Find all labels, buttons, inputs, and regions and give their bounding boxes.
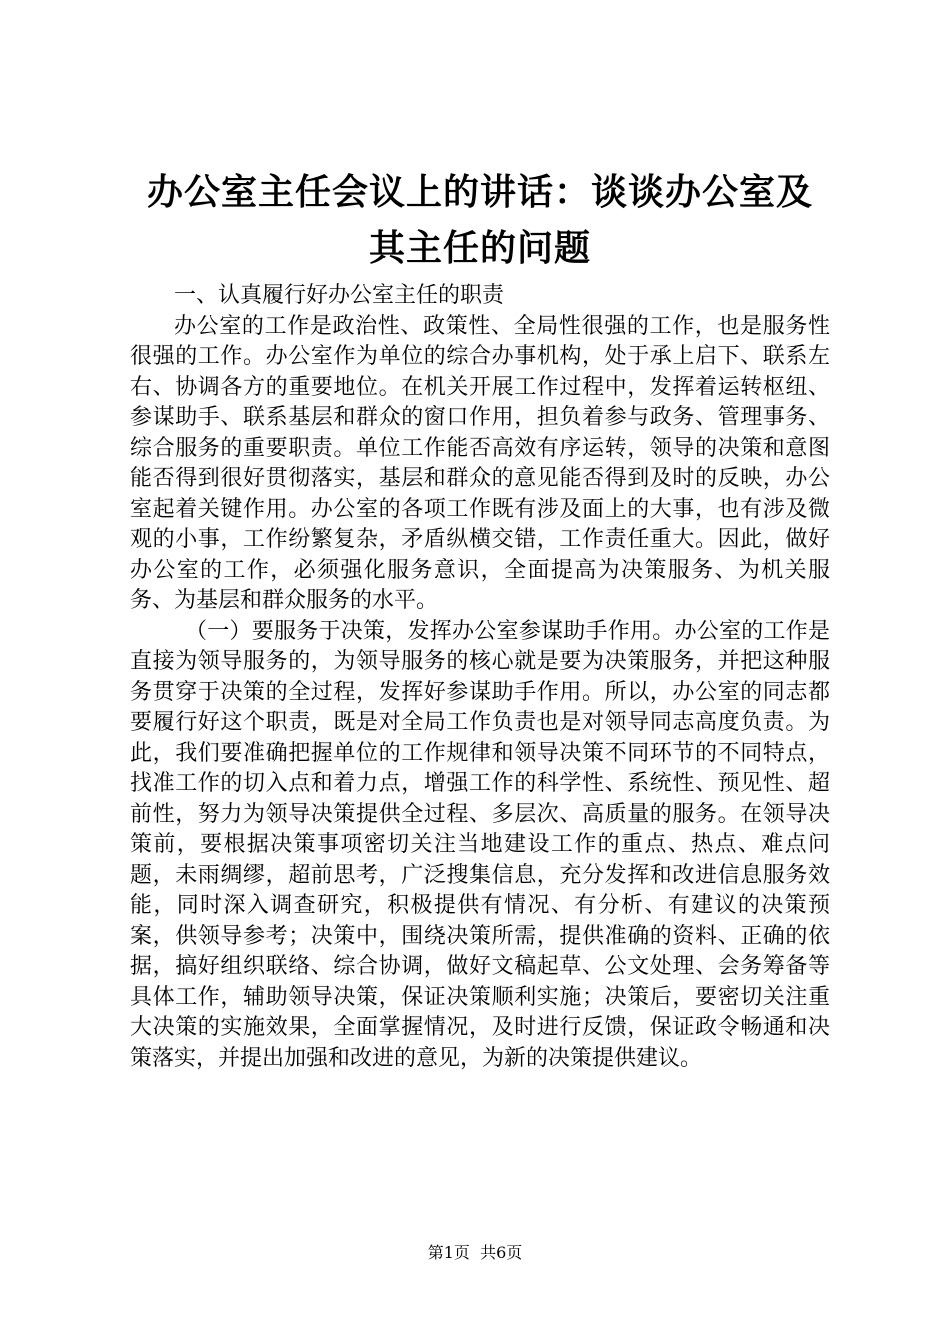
paragraph-1: 办公室的工作是政治性、政策性、全局性很强的工作，也是服务性很强的工作。办公室作为单位的综合办事机构，处于承上启下、联系左右、协调各方的重要地位。在机关开展工作过程中，发挥着运转枢纽、参谋助手、联系基层和群众的窗口作用，担负着参与政务、管理事务、综合服务的重要职责。单位工作能否高效有序运转，领导的决策和意图能否得到很好贯彻落实，基层和群众的意见能否得到及时的反映，办公室起着关键作用。办公室的各项工作既有涉及面上的大事，也有涉及微观的小事，工作纷繁复杂，矛盾纵横交错，工作责任重大。因此，做好办公室的工作，必须强化服务意识，全面提高为决策服务、为机关服务、为基层和群众服务的水平。 xyxy=(130,313,830,613)
page-number: 第1页 共6页 xyxy=(427,1243,523,1262)
section-heading: 一、认真履行好办公室主任的职责 xyxy=(174,283,505,308)
paragraph-2: （一）要服务于决策，发挥办公室参谋助手作用。办公室的工作是直接为领导服务的，为领导服务的核心就是要为决策服务，并把这种服务贯穿于决策的全过程，发挥好参谋助手作用。所以，办公室的同志都要履行好这个职责，既是对全局工作负责也是对领导同志高度负责。为此，我们要准确把握单位的工作规律和领导决策不同环节的不同特点，找准工作的切入点和着力点，增强工作的科学性、系统性、预见性、超前性，努力为领导决策提供全过程、多层次、高质量的服务。在领导决策前，要根据决策事项密切关注当地建设工作的重点、热点、难点问题，未雨绸缪，超前思考，广泛搜集信息，充分发挥和改进信息服务效能，同时深入调查研究，积极提供有情况、有分析、有建议的决策预案，供领导参考；决策中，围绕决策所需，提供准确的资料、正确的依据，搞好组织联络、综合协调，做好文稿起草、公文处理、会务筹备等具体工作，辅助领导决策，保证决策顺利实施；决策后，要密切关注重大决策的实施效果，全面掌握情况，及时进行反馈，保证政令畅通和决策落实，并提出加强和改进的意见，为新的决策提供建议。 xyxy=(130,618,830,1071)
page-footer xyxy=(0,1243,950,1263)
document-title: 办公室主任会议上的讲话：谈谈办公室及其主任的问题 xyxy=(146,172,813,269)
document-body xyxy=(130,0,830,1074)
